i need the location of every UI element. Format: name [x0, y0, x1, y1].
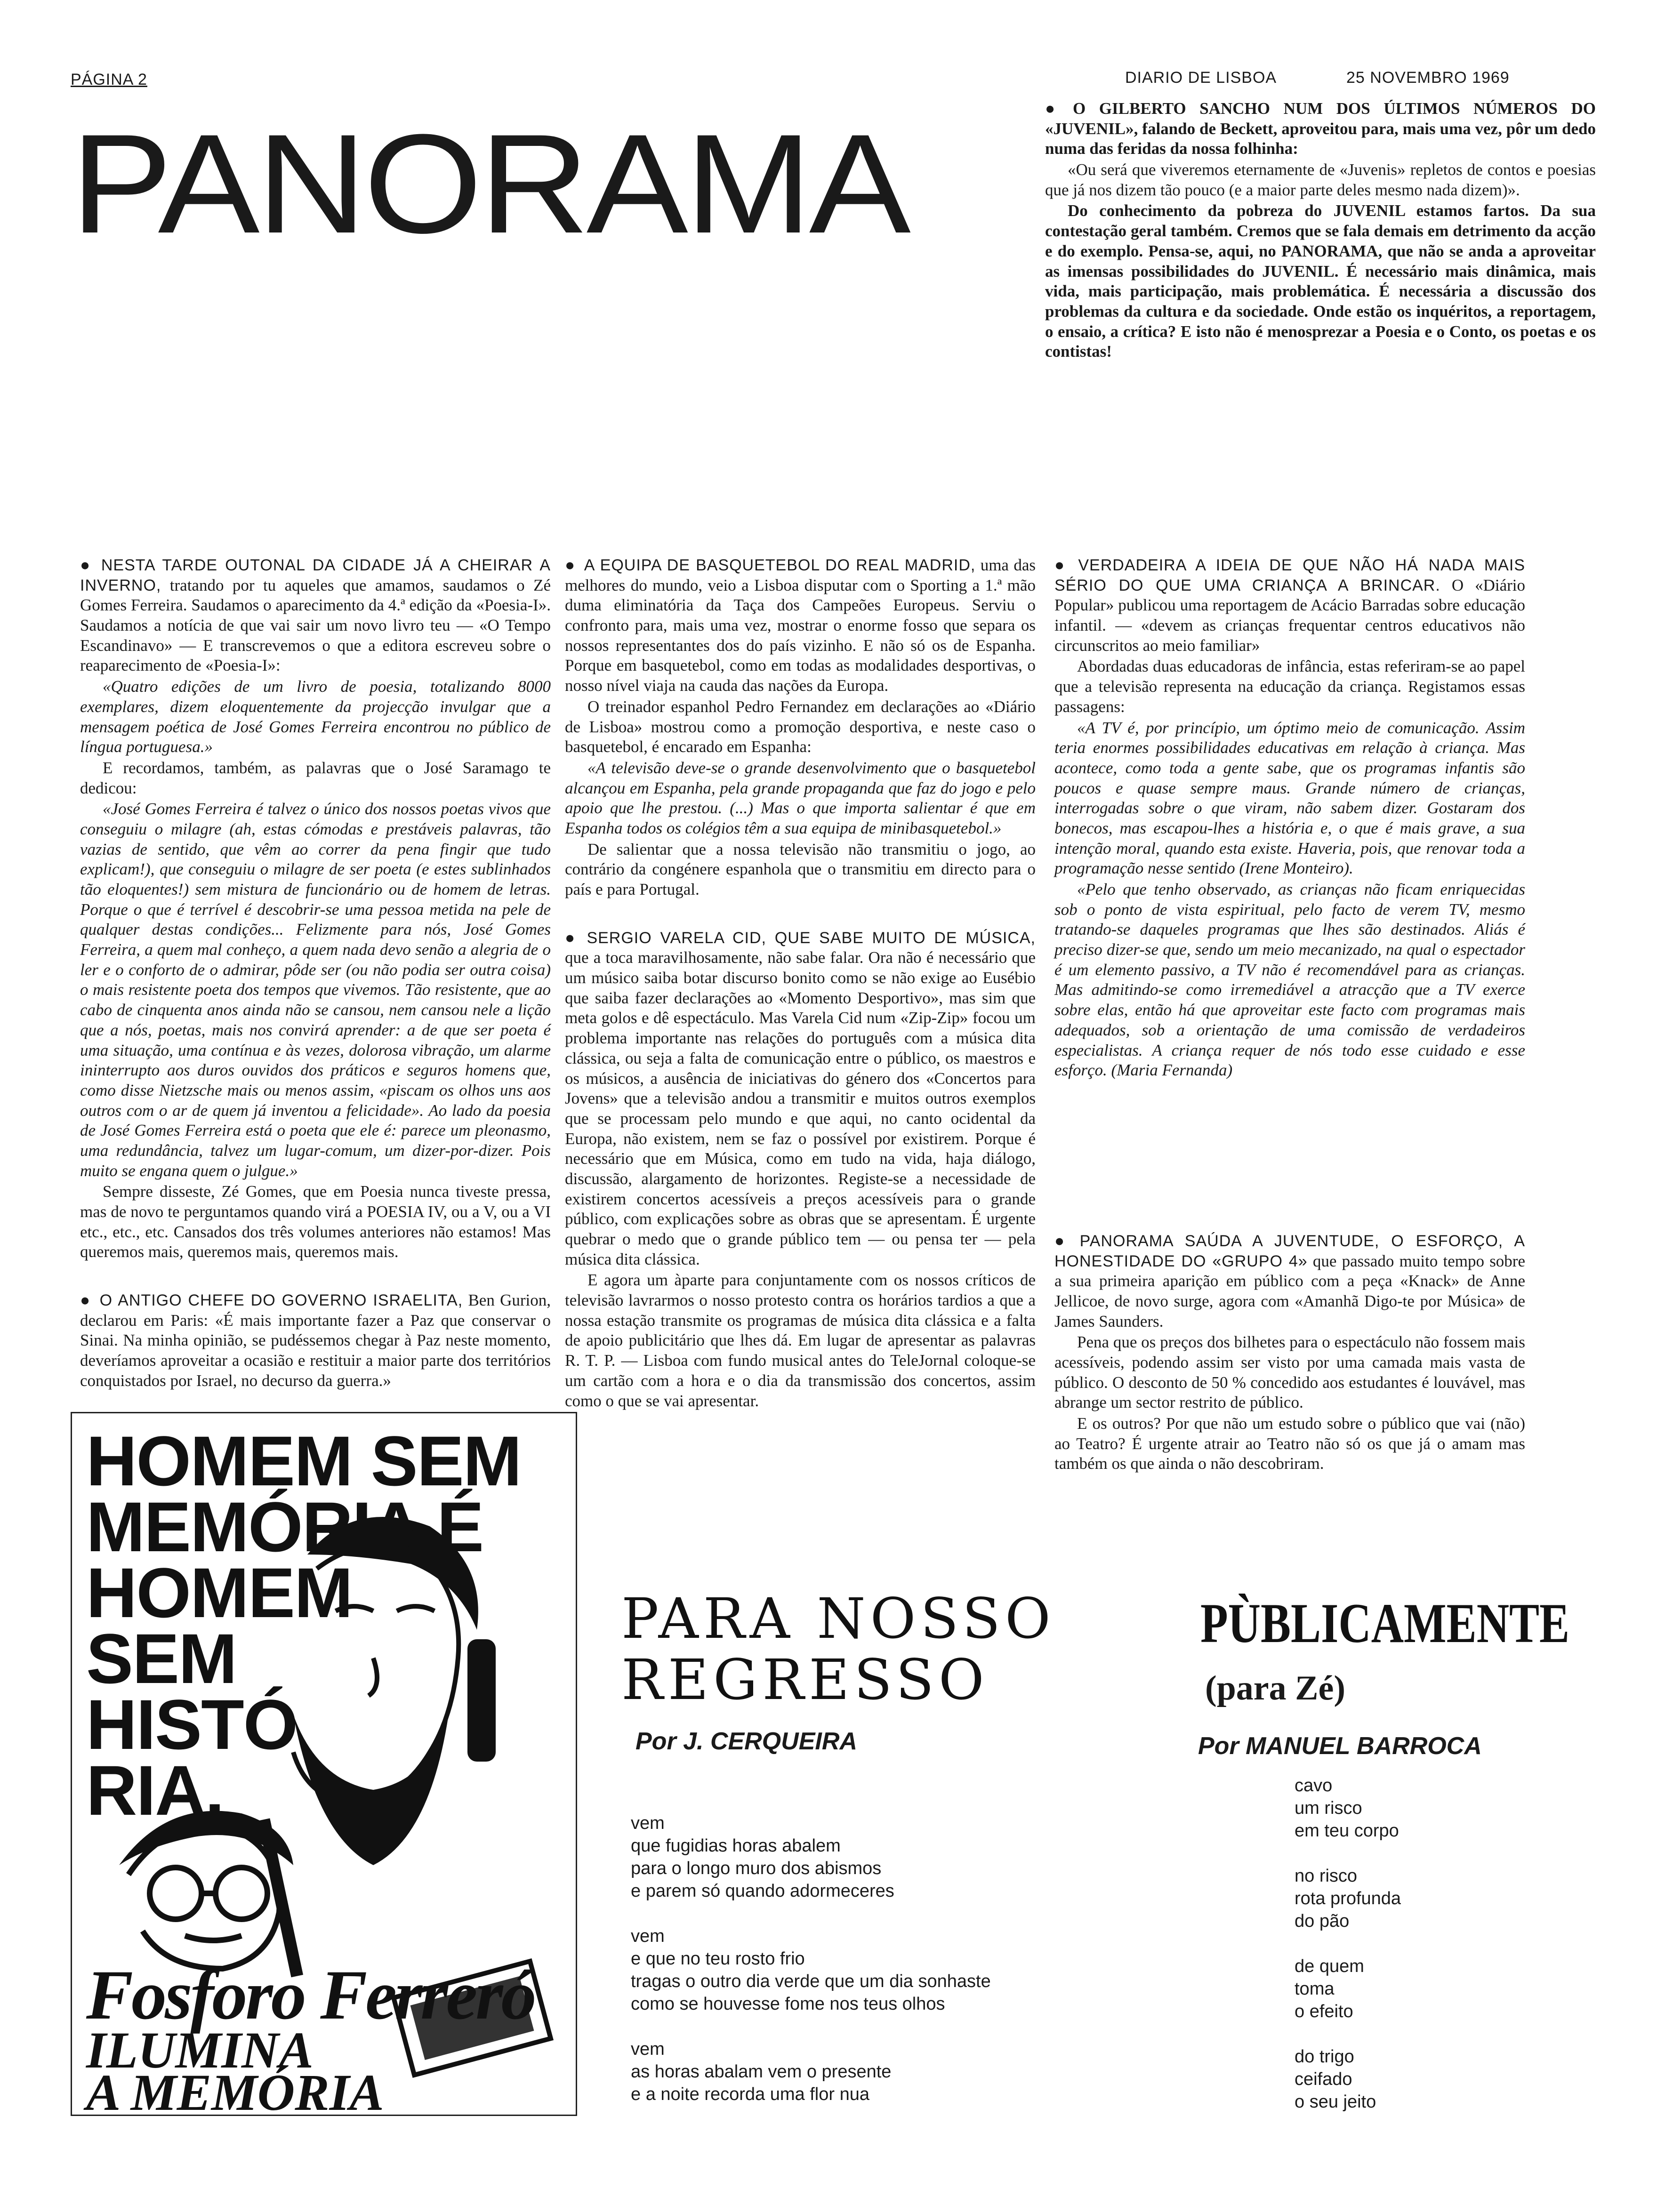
ad-slogan-line: MEMÓRIA É — [86, 1487, 483, 1566]
poem-title: REGRESSO — [621, 1647, 989, 1712]
poem-verse — [631, 1812, 1149, 2106]
article-quote: «A TV é, por princípio, um óptimo meio de comunicação. Assim teria enormes possibilidades educativas em relação à criança. Mas acontece, como toda a gente sabe, que os programas infantis são poucos e quase sempre maus. Grande número de crianças, interrogadas sobre o que viram, não sabem dizer. Gostaram dos bonecos, mas escapou-lhes a história e, o que é mais grave, a sua intenção moral, quando esta existe. Haveria, pois, que renovar toda a programação nesse sentido (Irene Monteiro). — [1054, 718, 1525, 878]
ad-slogan-line: RIA. — [86, 1751, 224, 1830]
verse-line: e parem só quando adormeceres — [631, 1881, 894, 1901]
poem-dedication: (para Zé) — [1205, 1669, 1345, 1707]
article-text: que passado muito tempo sobre a sua primeira aparição em público com a peça «Knack» de Anne Jellicoe, de novo surge, agora com «Amanhã Digo-te por Música» de James Saunders. — [1054, 1251, 1525, 1330]
bullet-icon: ● — [1054, 556, 1070, 574]
bullet-icon: ● — [80, 556, 93, 574]
poem-author: Por MANUEL BARROCA — [1198, 1732, 1482, 1760]
article-text: O treinador espanhol Pedro Fernandez em declarações ao «Diário de Lisboa» mostrou como a promoção desportiva, e neste caso o basquetebol, é encarado em Espanha: — [565, 697, 1036, 756]
issue-date: 25 NOVEMBRO 1969 — [1346, 69, 1510, 87]
article-text: Ben Gurion, declarou em Paris: «É mais importante fazer a Paz que conservar o Sinai. Na minha opinião, se pudéssemos chegar à Paz neste momento, deveríamos aproveitar a ocasião e restituir a maior parte dos territórios conquistados por Israel, no decurso da guerra.» — [80, 1291, 551, 1390]
verse-line: como se houvesse fome nos teus olhos — [631, 1994, 945, 2014]
top-article — [1045, 99, 1596, 362]
verse-line: do pão — [1295, 1911, 1350, 1931]
matches-advertisement — [71, 1412, 577, 2116]
article-text: que a toca maravilhosamente, não sabe falar. Ora não é necessário que um músico saiba botar discurso bonito como se não exige ao Eusébio que saiba fazer declarações ao «Momento Desportivo», mas sim que meta golos e dê espectáculo. Mas Varela Cid num «Zip-Zip» focou um problema importante nas relações do português com a música dita clássica, ou seja a falta de comunicação entre o público, os maestros e os músicos, a ausência de iniciativas do género dos «Concertos para Jovens» que a televisão andou a transmitir e muitos outros exemplos que se processam pelo mundo e que aqui, no canto ocidental da Europa, não existem, nem se faz o possível por existirem. Porque é necessário que em Música, como em tudo na vida, haja diálogo, discussão, alargamento de horizontes. Registe-se a necessidade de existirem concertos acessíveis a preços acessíveis para o grande público, com explicações sobre as obras que se apresentam. É urgente quebrar o medo que o grande público tem — ou pensa ter — pela música dita clássica. — [565, 948, 1036, 1268]
poem-verse — [1295, 1774, 1530, 2113]
article-lead: PANORAMA SAÚDA A JUVENTUDE, O ESFORÇO, A HONESTIDADE DO «GRUPO 4» — [1054, 1232, 1526, 1270]
verse-line: um risco — [1295, 1798, 1362, 1818]
article-quote: «Pelo que tenho observado, as crianças não ficam enriquecidas sob o ponto de vista espiritual, pelo facto de verem TV, mesmo tratando-se daqueles programas que lhes são destinados. Aliás é preciso dizer-se que, sendo um meio mecanizado, na qual o espectador é um elemento passivo, a TV não é recomendável para as crianças. Mas admitindo-se como irremediável a atracção que a TV exerce sobre elas, então há que aproveitar este facto com programas mais adequados, sob a orientação de uma comissão de verdadeiros especialistas. A criança requer de nós todo esse cuidado e esse esforço. (Maria Fernanda) — [1054, 880, 1525, 1080]
verse-line: cavo — [1295, 1776, 1333, 1795]
verse-line: e a noite recorda uma flor nua — [631, 2084, 869, 2104]
verse-line: de quem — [1295, 1956, 1364, 1976]
verse-line: que fugidias horas abalem — [631, 1836, 841, 1856]
article-lead: VERDADEIRA A IDEIA DE QUE NÃO HÁ NADA MAIS SÉRIO DO QUE UMA CRIANÇA A BRINCAR. — [1054, 556, 1526, 594]
column-3 — [1054, 555, 1525, 1474]
verse-line: em teu corpo — [1295, 1821, 1399, 1841]
article-lead: NESTA TARDE OUTONAL DA CIDADE JÁ A CHEIRAR A INVERNO, — [80, 556, 551, 594]
ad-slogan-line: SEM — [86, 1619, 237, 1698]
poem-title: PÙBLICAMENTE — [1200, 1592, 1570, 1654]
article-text: Sempre disseste, Zé Gomes, que em Poesia nunca tiveste pressa, mas de novo te perguntamos quando virá a POESIA IV, ou a V, ou a VI etc., etc., etc. Cansados dos três volumes anteriores não estamos! Mas queremos mais, queremos mais, queremos mais. — [80, 1182, 551, 1261]
article-text: O «Diário Popular» publicou uma reportagem de Acácio Barradas sobre educação infantil. — «devem as crianças frequentar centros educativos não circunscritos ao meio familiar» — [1054, 576, 1525, 655]
verse-line: toma — [1295, 1979, 1335, 1999]
verse-line: vem — [631, 1926, 665, 1946]
ad-slogan-line: HOMEM — [86, 1553, 352, 1632]
verse-line: e que no teu rosto frio — [631, 1949, 805, 1969]
verse-line: tragas o outro dia verde que um dia sonhaste — [631, 1972, 991, 1991]
column-2 — [565, 555, 1036, 1411]
article-lead: SERGIO VARELA CID, QUE SABE MUITO DE MÚSICA, — [587, 929, 1036, 947]
bullet-icon: ● — [1045, 99, 1064, 118]
verse-line: as horas abalam vem o presente — [631, 2062, 892, 2082]
article-quote: «A televisão deve-se o grande desenvolvimento que o basquetebol alcançou em Espanha, pela grande propaganda que faz do jogo e pelo apoio que lhe prestou. (...) Mas o que importa salientar é que em Espanha todos os colégios têm a sua equipa de minibasquetebol.» — [565, 758, 1036, 837]
verse-line: ceifado — [1295, 2069, 1352, 2089]
paper-name: DIARIO DE LISBOA — [1125, 69, 1277, 87]
article-text: De salientar que a nossa televisão não transmitiu o jogo, ao contrário da congénere espanhola que o transmitiu em directo para o país e para Portugal. — [565, 840, 1036, 898]
verse-line: para o longo muro dos abismos — [631, 1859, 882, 1878]
verse-line: rota profunda — [1295, 1889, 1401, 1908]
verse-line: vem — [631, 1813, 665, 1833]
article-text: E os outros? Por que não um estudo sobre o público que vai (não) ao Teatro? É urgente atrair ao Teatro não só os que já o amam mas também os que ainda o não descobriram. — [1054, 1414, 1525, 1473]
poem-author: Por J. CERQUEIRA — [635, 1728, 857, 1755]
ad-tagline: ILUMINA — [86, 2021, 314, 2079]
ad-slogan-line: HISTÓ — [86, 1685, 298, 1764]
top-article-body: Do conhecimento da pobreza do JUVENIL estamos fartos. Da sua contestação geral também. Cremos que se fala demais em detrimento da acção e do exemplo. Pensa-se, aqui, no PANORAMA, que não se anda a aproveitar as imensas possibilidades do JUVENIL. É necessário mais dinâmica, mais vida, mais participação, mais problemática. É necessária a discussão dos problemas da cultura e da sociedade. Onde estão os inquéritos, a reportagem, o ensaio, a crítica? E isto não é menosprezar a Poesia e o Conto, os poetas e os contistas! — [1045, 201, 1596, 361]
article-text: E agora um àparte para conjuntamente com os nossos críticos de televisão lavrarmos o nosso protesto contra os horários tardios a que a nossa estação transmite os programas de música dita clássica e a falta de apoio publicitário que lhes dá. Em lugar de apresentar as palavras R. T. P. — Lisboa com fundo musical antes do TeleJornal coloque-se um cartão com a hora e o dia da transmissão dos concertos, assim como o que se vai apresentar. — [565, 1271, 1036, 1410]
verse-line: do trigo — [1295, 2047, 1354, 2067]
article-text: Pena que os preços dos bilhetes para o espectáculo não fossem mais acessíveis, podendo assim ser visto por uma camada mais vasta de público. O desconto de 50 % concedido aos estudantes é louvável, mas abrange um sector restrito de público. — [1054, 1333, 1525, 1412]
ad-slogan-line: HOMEM SEM — [86, 1421, 521, 1500]
verse-line: vem — [631, 2039, 665, 2059]
ad-brand-name: Fosforo Ferreró — [86, 1956, 535, 2034]
bullet-icon: ● — [565, 556, 576, 574]
verse-line: no risco — [1295, 1866, 1358, 1886]
article-quote: «Quatro edições de um livro de poesia, totalizando 8000 exemplares, dizem eloquentemente da projecção invulgar que a mensagem poética de José Gomes Ferreira encontrou no público de língua portuguesa.» — [80, 677, 551, 756]
article-lead: O ANTIGO CHEFE DO GOVERNO ISRAELITA, — [99, 1291, 463, 1310]
bullet-icon: ● — [565, 928, 579, 947]
article-lead: A EQUIPA DE BASQUETEBOL DO REAL MADRID, — [584, 556, 976, 574]
bullet-icon: ● — [80, 1291, 91, 1310]
page-number: PÁGINA 2 — [71, 71, 147, 88]
article-text: tratando por tu aqueles que amamos, saudamos o Zé Gomes Ferreira. Saudamos o aparecimento da 4.ª edição da «Poesia-I». Saudamos a notícia de que vai sair um novo livro teu — «O Tempo Escandinavo» — E transcrevemos o que a editora escreveu sobre o reaparecimento de «Poesia-I»: — [80, 576, 551, 675]
poem-title: PARA NOSSO — [621, 1586, 1055, 1651]
top-article-quote: «Ou será que viveremos eternamente de «Juvenis» repletos de contos e poesias que já nos dizem tão pouco (e a maior parte deles mesmo nada dizem)». — [1045, 160, 1596, 199]
verse-line: o efeito — [1295, 2002, 1353, 2021]
article-text: Abordadas duas educadoras de infância, estas referiram-se ao papel que a televisão representa na educação da criança. Registamos essas passagens: — [1054, 657, 1525, 716]
column-1 — [80, 555, 551, 1391]
article-text: E recordamos, também, as palavras que o José Saramago te dedicou: — [80, 758, 551, 797]
article-quote: «José Gomes Ferreira é talvez o único dos nossos poetas vivos que conseguiu o milagre (ah, estas cómodas e prestáveis palavras, tão vazias de sentido, que vêm ao correr da pena fingir que tudo explicam!), que conseguiu o milagre de ser poeta (e estes sublinhados tão eloquentes!) sem mistura de funcionário ou de homem de letras. Porque o que é terrível é descobrir-se uma pessoa metida na pele de qualquer destas condições... Felizmente para nós, José Gomes Ferreira, a quem mal conheço, a quem nada devo senão a alegria de o ler e o conforto de o admirar, pôde ser (ou não podia ser outra coisa) o mais resistente poeta dos tempos que vivemos. Tão resistente, que ao cabo de cinquenta anos ainda não se cansou, nem cansou nele a lição que a nós, poetas, mais nos convirá aprender: a de que ser poeta é uma situação, uma contínua e às vezes, dolorosa vibração, um alarme ininterrupto aos duros ouvidos dos práticos e seguros homens que, como disse Nietzsche mais ou menos assim, «piscam os olhos uns aos outros com o ar de quem já inventou a felicidade». Ao lado da poesia de José Gomes Ferreira está o poeta que ele é: parece um pleonasmo, uma redundância, talvez um lugar-comum, um dizer-por-dizer. Pois muito se engana quem o julgue.» — [80, 800, 551, 1180]
bullet-icon: ● — [1054, 1231, 1071, 1250]
ad-tagline: A MEMÓRIA — [86, 2064, 384, 2116]
article-text: uma das melhores do mundo, veio a Lisboa disputar com o Sporting a 1.ª mão duma eliminatória da Taça dos Campeões Europeus. Serviu o confronto para, mais uma vez, mostrar o enorme fosso que separa os nossos representantes dos do país vizinho. E não só os de Espanha. Porque em basquetebol, como em todas as modalidades desportivas, o nosso nível viaja na cauda das nações da Europa. — [565, 556, 1036, 695]
verse-line: o seu jeito — [1295, 2092, 1376, 2112]
top-article-lead: O GILBERTO SANCHO NUM DOS ÚLTIMOS NÚMEROS DO «JUVENIL», falando de Beckett, aproveitou para, mais uma vez, pôr um dedo numa das feridas da nossa folhinha: — [1045, 99, 1596, 158]
masthead-title: PANORAMA — [71, 104, 908, 263]
